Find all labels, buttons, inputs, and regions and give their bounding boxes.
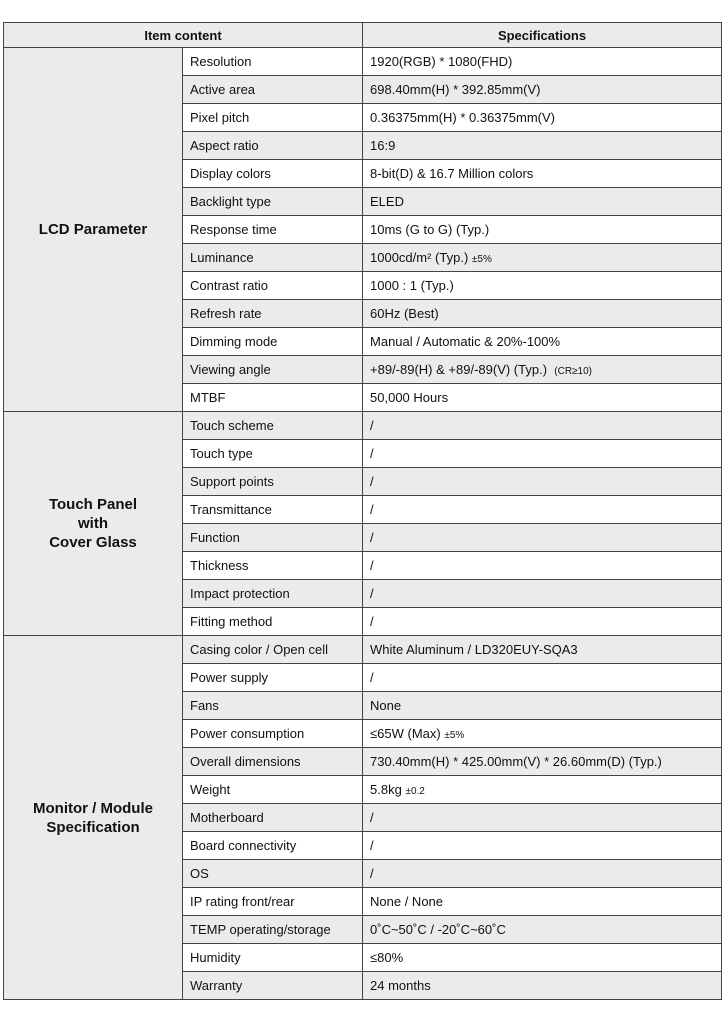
spec-cell xyxy=(363,328,722,356)
item-cell: Thickness xyxy=(183,552,363,580)
item-cell: Overall dimensions xyxy=(183,748,363,776)
item-cell: IP rating front/rear xyxy=(183,888,363,916)
item-cell: Pixel pitch xyxy=(183,104,363,132)
spec-value: 8-bit(D) & 16.7 Million colors xyxy=(370,166,534,181)
item-cell: OS xyxy=(183,860,363,888)
table-row xyxy=(4,48,722,76)
section-title xyxy=(4,412,183,636)
spec-cell xyxy=(363,776,722,804)
spec-note: ±0.2 xyxy=(405,786,425,797)
item-cell: Refresh rate xyxy=(183,300,363,328)
spec-cell xyxy=(363,300,722,328)
spec-value: 1920(RGB) * 1080(FHD) xyxy=(370,54,513,69)
spec-value: 24 months xyxy=(370,978,431,993)
spec-cell xyxy=(363,48,722,76)
section-title-line: Specification xyxy=(46,818,140,836)
spec-cell xyxy=(363,412,722,440)
item-cell: Backlight type xyxy=(183,188,363,216)
spec-cell xyxy=(363,552,722,580)
spec-cell xyxy=(363,188,722,216)
section-title-line: Monitor / Module xyxy=(33,799,153,817)
item-cell: Power supply xyxy=(183,664,363,692)
table-row xyxy=(4,412,722,440)
table-row xyxy=(4,636,722,664)
spec-cell xyxy=(363,832,722,860)
spec-cell xyxy=(363,636,722,664)
spec-value: / xyxy=(370,474,374,489)
spec-value: / xyxy=(370,446,374,461)
spec-value: 60Hz (Best) xyxy=(370,306,439,321)
spec-cell xyxy=(363,524,722,552)
item-cell: Fans xyxy=(183,692,363,720)
spec-value: None / None xyxy=(370,894,444,909)
spec-cell xyxy=(363,272,722,300)
spec-value: 16:9 xyxy=(370,138,396,153)
spec-cell xyxy=(363,748,722,776)
section-title: LCD Parameter xyxy=(4,48,183,412)
spec-value: / xyxy=(370,838,374,853)
item-cell: Transmittance xyxy=(183,496,363,524)
item-cell: Function xyxy=(183,524,363,552)
spec-value: White Aluminum / LD320EUY-SQA3 xyxy=(370,642,578,657)
spec-cell xyxy=(363,160,722,188)
spec-value: +89/-89(H) & +89/-89(V) (Typ.) xyxy=(370,362,548,377)
spec-value: 1000cd/m² (Typ.) xyxy=(370,250,469,265)
item-cell: MTBF xyxy=(183,384,363,412)
item-cell: Impact protection xyxy=(183,580,363,608)
spec-cell xyxy=(363,384,722,412)
spec-cell xyxy=(363,104,722,132)
spec-value: 730.40mm(H) * 425.00mm(V) * 26.60mm(D) (Typ.) xyxy=(370,754,662,769)
spec-value: 0.36375mm(H) * 0.36375mm(V) xyxy=(370,110,555,125)
spec-note: (CR≥10) xyxy=(554,366,592,377)
spec-value: None xyxy=(370,698,402,713)
spec-value: / xyxy=(370,558,374,573)
spec-cell xyxy=(363,804,722,832)
spec-value: / xyxy=(370,810,374,825)
item-cell: Motherboard xyxy=(183,804,363,832)
spec-cell xyxy=(363,356,722,384)
spec-cell xyxy=(363,132,722,160)
spec-cell xyxy=(363,860,722,888)
item-cell: Active area xyxy=(183,76,363,104)
item-cell: Resolution xyxy=(183,48,363,76)
spec-cell xyxy=(363,944,722,972)
spec-value: 698.40mm(H) * 392.85mm(V) xyxy=(370,82,541,97)
section-title-line: with xyxy=(78,515,108,532)
spec-cell xyxy=(363,496,722,524)
spec-value: 10ms (G to G) (Typ.) xyxy=(370,222,490,237)
spec-value: ≤65W (Max) xyxy=(370,726,441,741)
spec-cell xyxy=(363,888,722,916)
header-item-content: Item content xyxy=(4,23,363,48)
spec-value: / xyxy=(370,670,374,685)
spec-table xyxy=(3,22,722,1000)
spec-note: ±5% xyxy=(444,730,465,741)
spec-value: / xyxy=(370,866,374,881)
section-title-line: Cover Glass xyxy=(49,534,137,551)
header-row xyxy=(4,23,722,48)
item-cell: Viewing angle xyxy=(183,356,363,384)
item-cell: Weight xyxy=(183,776,363,804)
spec-cell xyxy=(363,972,722,1000)
item-cell: Display colors xyxy=(183,160,363,188)
spec-value: / xyxy=(370,530,374,545)
item-cell: Luminance xyxy=(183,244,363,272)
item-cell: Support points xyxy=(183,468,363,496)
spec-value: 0˚C~50˚C / -20˚C~60˚C xyxy=(370,922,506,937)
spec-cell xyxy=(363,216,722,244)
spec-value: 50,000 Hours xyxy=(370,390,449,405)
item-cell: TEMP operating/storage xyxy=(183,916,363,944)
spec-cell xyxy=(363,720,722,748)
spec-note: ±5% xyxy=(471,254,492,265)
item-cell: Warranty xyxy=(183,972,363,1000)
spec-value: 5.8kg xyxy=(370,782,402,797)
section-title xyxy=(4,636,183,1000)
item-cell: Touch type xyxy=(183,440,363,468)
item-cell: Dimming mode xyxy=(183,328,363,356)
header-specifications: Specifications xyxy=(363,23,722,48)
item-cell: Response time xyxy=(183,216,363,244)
spec-value: / xyxy=(370,502,374,517)
item-cell: Humidity xyxy=(183,944,363,972)
spec-cell xyxy=(363,440,722,468)
spec-value: / xyxy=(370,586,374,601)
spec-value: / xyxy=(370,418,374,433)
spec-cell xyxy=(363,692,722,720)
spec-cell xyxy=(363,76,722,104)
item-cell: Touch scheme xyxy=(183,412,363,440)
item-cell: Casing color / Open cell xyxy=(183,636,363,664)
spec-cell xyxy=(363,608,722,636)
item-cell: Aspect ratio xyxy=(183,132,363,160)
spec-cell xyxy=(363,244,722,272)
spec-cell xyxy=(363,580,722,608)
spec-cell xyxy=(363,916,722,944)
item-cell: Board connectivity xyxy=(183,832,363,860)
section-title-line: Touch Panel xyxy=(48,496,138,513)
spec-value: 1000 : 1 (Typ.) xyxy=(370,278,454,293)
item-cell: Fitting method xyxy=(183,608,363,636)
spec-cell xyxy=(363,468,722,496)
spec-value: ≤80% xyxy=(370,950,404,965)
item-cell: Contrast ratio xyxy=(183,272,363,300)
spec-value: / xyxy=(370,614,374,629)
item-cell: Power consumption xyxy=(183,720,363,748)
spec-value: Manual / Automatic & 20%-100% xyxy=(370,334,561,349)
spec-cell xyxy=(363,664,722,692)
spec-value: ELED xyxy=(370,194,404,209)
